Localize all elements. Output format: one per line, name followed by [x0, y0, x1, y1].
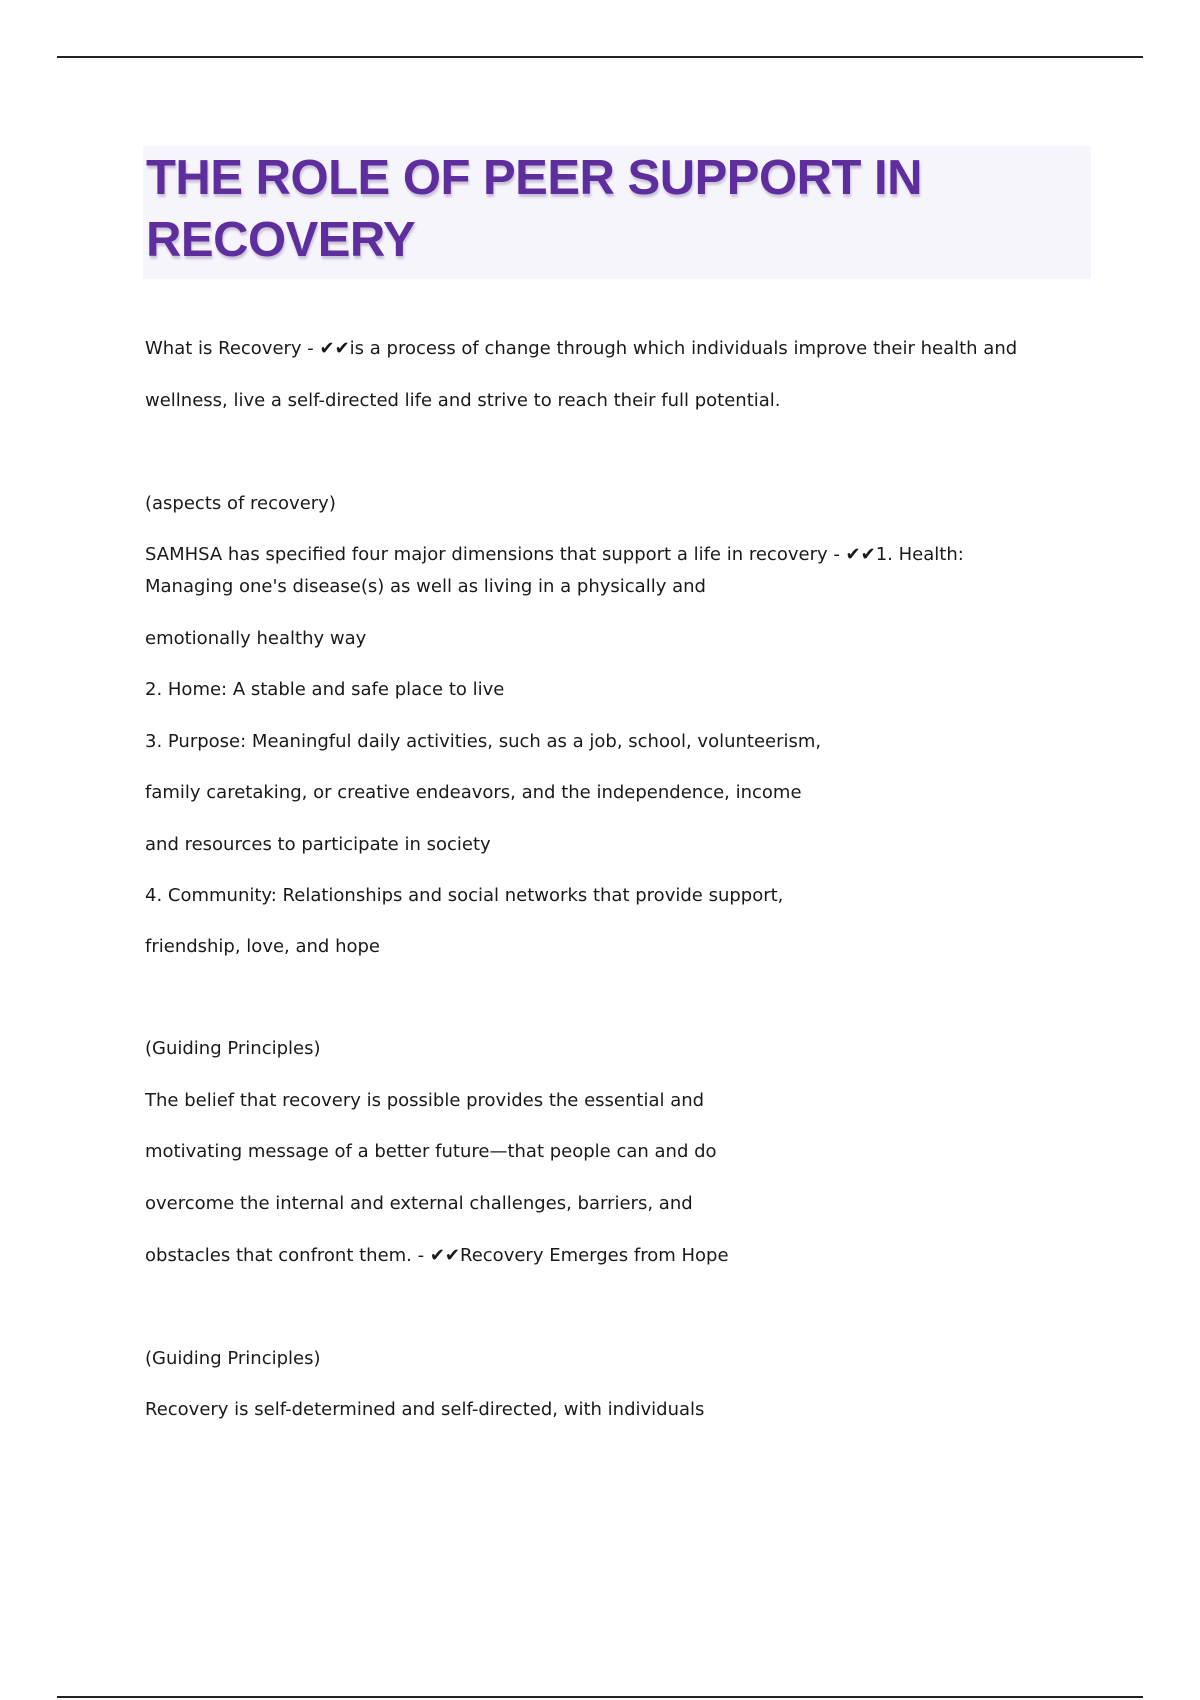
dimension-home: 2. Home: A stable and safe place to live	[145, 679, 505, 700]
dimension-purpose-line-2: family caretaking, or creative endeavors, and the independence, income	[145, 782, 802, 803]
samhsa-dimensions-line-2: Managing one's disease(s) as well as living in a physically and	[145, 576, 706, 597]
dimension-community-line-2: friendship, love, and hope	[145, 936, 380, 957]
recovery-definition-line-2: wellness, live a self-directed life and strive to reach their full potential.	[145, 390, 781, 411]
dimension-purpose-line-1: 3. Purpose: Meaningful daily activities, such as a job, school, volunteerism,	[145, 731, 822, 752]
document-title	[143, 146, 1091, 279]
footer-rule	[57, 1696, 1143, 1698]
title-line-2: RECOVERY	[146, 213, 416, 267]
aspects-heading: (aspects of recovery)	[145, 493, 336, 514]
samhsa-dimensions-line-3: emotionally healthy way	[145, 628, 367, 649]
hope-principle-line-3: overcome the internal and external challenges, barriers, and	[145, 1193, 693, 1214]
hope-principle-line-1: The belief that recovery is possible provides the essential and	[145, 1090, 705, 1111]
recovery-definition-line-1: What is Recovery - ✔✔is a process of change through which individuals improve their health and	[145, 338, 1018, 359]
title-line-1: THE ROLE OF PEER SUPPORT IN	[146, 151, 923, 205]
dimension-purpose-line-3: and resources to participate in society	[145, 834, 491, 855]
samhsa-dimensions-line-1: SAMHSA has specified four major dimensions that support a life in recovery - ✔✔1. Health:	[145, 544, 964, 565]
dimension-community-line-1: 4. Community: Relationships and social networks that provide support,	[145, 885, 784, 906]
header-rule	[57, 56, 1143, 58]
self-directed-principle-line-1: Recovery is self-determined and self-directed, with individuals	[145, 1399, 705, 1420]
guiding-principles-heading-1: (Guiding Principles)	[145, 1038, 321, 1059]
hope-principle-line-4: obstacles that confront them. - ✔✔Recovery Emerges from Hope	[145, 1245, 729, 1266]
guiding-principles-heading-2: (Guiding Principles)	[145, 1348, 321, 1369]
hope-principle-line-2: motivating message of a better future—that people can and do	[145, 1141, 717, 1162]
